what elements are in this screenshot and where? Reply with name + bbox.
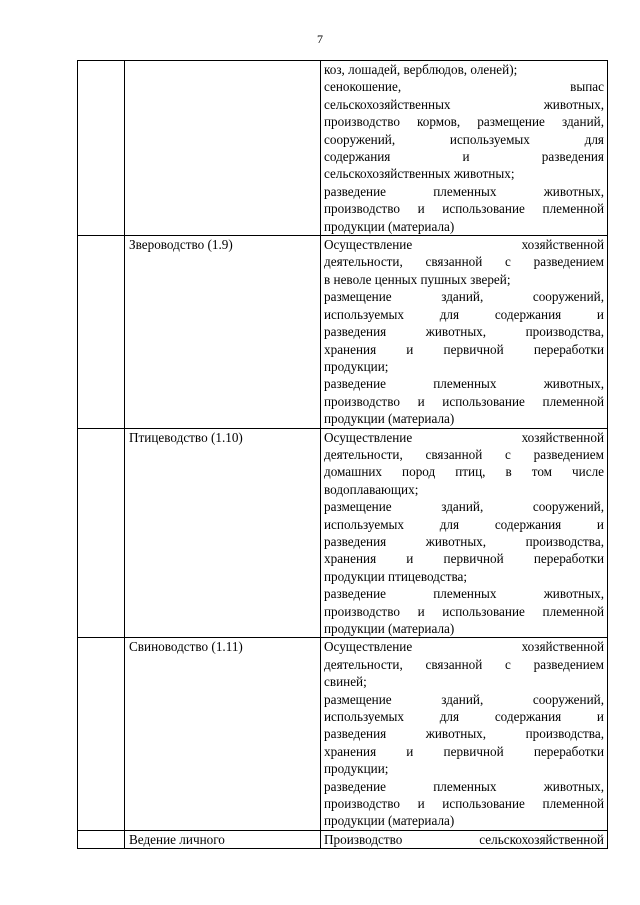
land-use-type-cell [125,61,321,236]
land-use-type-name: Птицеводство (1.10) [129,429,243,445]
description-line: деятельности, связанной с разведением [324,446,604,462]
description-line: сельскохозяйственных животных, [324,96,604,112]
description-line: разведение племенных животных, [324,778,604,794]
description-line: в неволе ценных пушных зверей; [324,271,511,287]
description-line: разведения животных, производства, [324,533,604,549]
row-number-cell [78,830,125,848]
description-line: используемых для содержания и [324,516,604,532]
description-line: разведения животных, производства, [324,726,604,742]
description-line: продукции (материала) [324,411,455,427]
table-body [78,61,608,849]
description-line: Осуществление хозяйственной [324,639,604,655]
page-number: 7 [317,32,323,46]
description-line: производство и использование племенной [324,393,604,409]
description-line: продукции (материала) [324,218,455,234]
land-use-description-cell [321,428,608,638]
description-line: продукции (материала) [324,813,455,829]
table-row [78,61,608,236]
land-use-type-name: Свиноводство (1.11) [129,639,243,655]
description-line: хранения и первичной переработки [324,341,604,357]
land-use-type-name: Ведение личного [129,831,225,847]
description-line: используемых для содержания и [324,306,604,322]
description-line: производство и использование племенной [324,796,604,812]
row-number-cell [78,428,125,638]
land-use-description-cell [321,236,608,428]
description-line: разведения животных, производства, [324,324,604,340]
description-line: продукции птицеводства; [324,568,468,584]
description-line: Осуществление хозяйственной [324,429,604,445]
description-line: производство и использование племенной [324,201,604,217]
description-line: сенокошение, выпас [324,79,604,95]
land-use-type-name: Звероводство (1.9) [129,237,233,253]
description-line: разведение племенных животных, [324,376,604,392]
land-use-type-cell [125,428,321,638]
description-line: домашних пород птиц, в том числе [324,464,604,480]
row-number-cell [78,236,125,428]
description-line: коз, лошадей, верблюдов, оленей); [324,62,518,77]
description-line: Производство сельскохозяйственной [324,831,604,847]
table-row [78,638,608,830]
description-line: водоплавающих; [324,481,419,497]
description-line: деятельности, связанной с разведением [324,656,604,672]
description-line: свиней; [324,674,367,690]
description-line: производство кормов, размещение зданий, [324,114,604,130]
description-line: содержания и разведения [324,149,604,165]
land-use-description-cell [321,830,608,848]
land-use-type-cell [125,236,321,428]
row-number-cell [78,61,125,236]
land-use-type-cell [125,830,321,848]
description-line: размещение зданий, сооружений, [324,499,604,515]
row-number-cell [78,638,125,830]
description-line: сооружений, используемых для [324,131,604,147]
description-line: производство и использование племенной [324,603,604,619]
description-line: деятельности, связанной с разведением [324,254,604,270]
description-line: сельскохозяйственных животных; [324,166,515,182]
land-use-description-cell [321,638,608,830]
table-row [78,236,608,428]
description-line: разведение племенных животных, [324,183,604,199]
table-row [78,830,608,848]
description-line: продукции (материала) [324,621,455,636]
description-line: Осуществление хозяйственной [324,237,604,253]
description-line: хранения и первичной переработки [324,551,604,567]
land-use-table [77,60,608,849]
description-line: продукции; [324,761,389,777]
description-line: продукции; [324,358,389,374]
description-line: размещение зданий, сооружений, [324,289,604,305]
land-use-type-cell [125,638,321,830]
description-line: размещение зданий, сооружений, [324,691,604,707]
table-row [78,428,608,638]
description-line: разведение племенных животных, [324,586,604,602]
description-line: используемых для содержания и [324,709,604,725]
land-use-description-cell [321,61,608,236]
description-line: хранения и первичной переработки [324,743,604,759]
